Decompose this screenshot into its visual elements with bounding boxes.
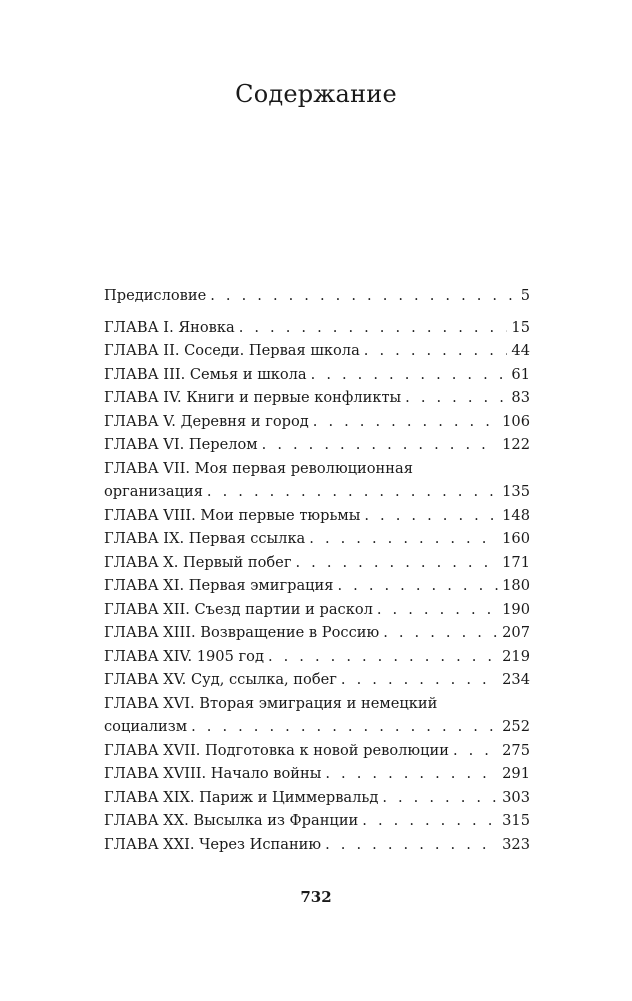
dot-leader <box>325 833 498 857</box>
toc-entry-page: 135 <box>502 483 530 500</box>
toc-entry-page: 303 <box>502 788 530 806</box>
dot-leader <box>383 621 498 645</box>
toc-entry <box>104 551 530 575</box>
toc-entry-page: 122 <box>502 436 530 453</box>
toc-entry <box>104 480 530 504</box>
dot-leader <box>239 316 508 340</box>
toc-entry-label: ГЛАВА XVIII. Начало войны <box>104 765 322 782</box>
toc-entry-label: ГЛАВА I. Яновка <box>104 318 235 336</box>
toc-entry-preface <box>104 284 530 308</box>
dot-leader <box>362 809 498 833</box>
toc-entry <box>104 786 530 810</box>
toc-entry-label-first-line: ГЛАВА XVI. Вторая эмиграция и немецкий <box>104 694 438 712</box>
toc-entry-page: 5 <box>520 287 530 304</box>
toc-entry-label: ГЛАВА XI. Первая эмиграция <box>104 577 334 594</box>
toc-entry-label: ГЛАВА X. Первый побег <box>104 553 292 571</box>
toc-entry <box>104 504 530 528</box>
toc-entry-label: ГЛАВА V. Деревня и город <box>104 412 309 430</box>
toc-entry <box>104 739 530 763</box>
dot-leader <box>311 363 508 387</box>
toc-entry <box>104 598 530 622</box>
toc-entry-label: ГЛАВА XX. Высылка из Франции <box>104 812 359 829</box>
toc-entry <box>104 386 530 410</box>
toc-entry <box>104 339 530 363</box>
toc-entry <box>104 363 530 387</box>
toc-entry <box>104 574 530 598</box>
toc-entry <box>104 410 530 434</box>
toc-entry <box>104 715 530 739</box>
table-of-contents <box>104 284 530 856</box>
toc-entry-label: ГЛАВА VI. Перелом <box>104 436 258 453</box>
dot-leader <box>262 433 499 457</box>
toc-entry-label: ГЛАВА II. Соседи. Первая школа <box>104 342 360 359</box>
toc-entry <box>104 621 530 645</box>
toc-entry-page: 252 <box>502 718 530 735</box>
toc-entry-label: ГЛАВА XIV. 1905 год <box>104 647 264 665</box>
dot-leader <box>325 762 498 786</box>
toc-entry-page: 15 <box>511 318 530 336</box>
toc-entry-label: ГЛАВА XIX. Париж и Циммервальд <box>104 788 379 806</box>
toc-entry <box>104 527 530 551</box>
toc-entry-page: 61 <box>511 365 530 383</box>
toc-entry-label: ГЛАВА XVII. Подготовка к новой революции <box>104 741 449 759</box>
toc-entry <box>104 645 530 669</box>
toc-entry-label: социализм <box>104 718 188 735</box>
dot-leader <box>364 339 508 363</box>
toc-entry-page: 160 <box>502 530 530 547</box>
dot-leader <box>313 410 498 434</box>
toc-entry <box>104 316 530 340</box>
toc-entry-label: организация <box>104 483 203 500</box>
dot-leader <box>453 739 498 763</box>
toc-entry-label: ГЛАВА XXI. Через Испанию <box>104 835 322 853</box>
toc-entry-label: ГЛАВА IX. Первая ссылка <box>104 530 306 547</box>
toc-entry-page: 291 <box>502 765 530 782</box>
dot-leader <box>377 598 498 622</box>
toc-entry-page: 106 <box>502 412 530 430</box>
page-title: Содержание <box>235 80 397 108</box>
toc-entry-page: 171 <box>502 553 530 571</box>
dot-leader <box>337 574 498 598</box>
dot-leader <box>341 668 498 692</box>
toc-entry-page: 219 <box>502 647 530 665</box>
dot-leader <box>295 551 498 575</box>
toc-entry-page: 83 <box>511 389 530 406</box>
dot-leader <box>405 386 507 410</box>
toc-entry-page: 315 <box>502 812 530 829</box>
toc-entry-page: 275 <box>502 741 530 759</box>
toc-entry-page: 207 <box>502 624 530 641</box>
toc-entry <box>104 833 530 857</box>
dot-leader <box>309 527 498 551</box>
toc-entry <box>104 668 530 692</box>
dot-leader <box>207 480 498 504</box>
toc-entry-label-first-line: ГЛАВА VII. Моя первая революционная <box>104 459 413 477</box>
toc-entry-label: ГЛАВА XII. Съезд партии и раскол <box>104 600 373 618</box>
dot-leader <box>364 504 498 528</box>
toc-entry-page: 234 <box>502 671 530 688</box>
toc-entry <box>104 762 530 786</box>
toc-entry-page: 44 <box>511 342 530 359</box>
toc-entry-label: ГЛАВА IV. Книги и первые конфликты <box>104 389 402 406</box>
dot-leader <box>268 645 498 669</box>
toc-entry-page: 148 <box>502 506 530 524</box>
toc-entry-page: 190 <box>502 600 530 618</box>
toc-entry-page: 180 <box>502 577 530 594</box>
toc-entry-label: Предисловие <box>104 287 207 304</box>
dot-leader <box>191 715 498 739</box>
toc-entry-label: ГЛАВА III. Семья и школа <box>104 365 307 383</box>
toc-entry-label: ГЛАВА XV. Суд, ссылка, побег <box>104 671 337 688</box>
page-number: 732 <box>300 888 332 906</box>
dot-leader <box>382 786 498 810</box>
toc-entry-label: ГЛАВА VIII. Мои первые тюрьмы <box>104 506 361 524</box>
toc-entry <box>104 809 530 833</box>
toc-entry <box>104 433 530 457</box>
toc-entry-page: 323 <box>502 835 530 853</box>
toc-entry-label: ГЛАВА XIII. Возвращение в Россию <box>104 624 380 641</box>
dot-leader <box>210 284 516 308</box>
